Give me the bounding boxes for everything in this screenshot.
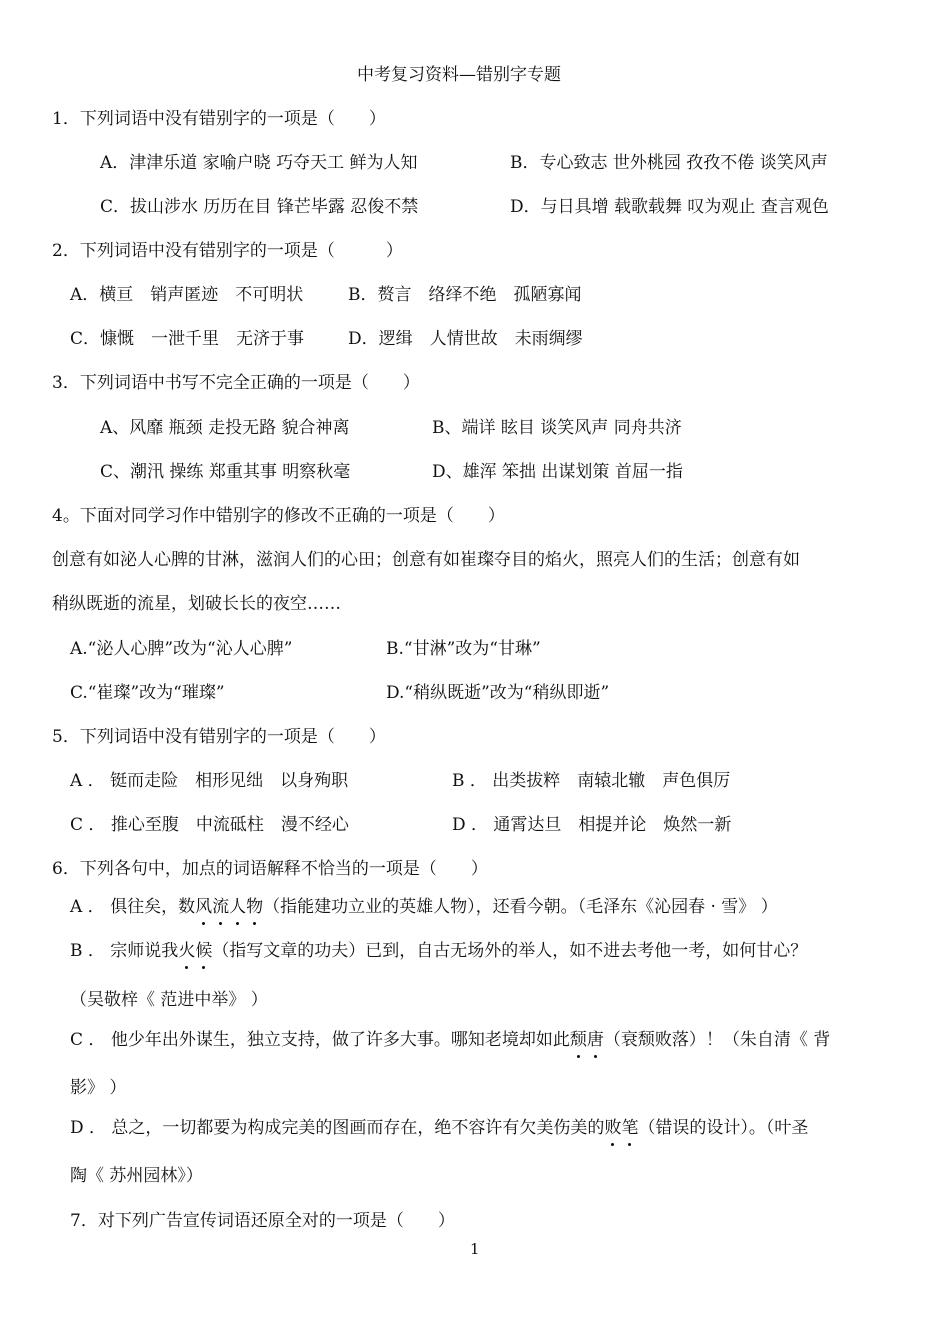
question-3-stem: 3．下列词语中书写不完全正确的一项是（ ） [52, 373, 420, 393]
emphasis-char: 人 [229, 897, 247, 917]
question-1-option-a: A．津津乐道 家喻户晓 巧夺天工 鲜为人知 [100, 153, 418, 173]
emphasis-char: 颓 [569, 1030, 587, 1050]
item-text: （衰颓败落）！（朱自清《 背 [603, 1030, 831, 1050]
question-4-stem: 4。下面对同学习作中错别字的修改不正确的一项是（ ） [52, 506, 505, 526]
item-text: B ． 宗师说我 [70, 941, 179, 961]
question-6-item-d [70, 1117, 808, 1139]
question-5-option-d: D ． 通霄达旦 相提并论 焕然一新 [452, 815, 732, 835]
question-6-stem: 6．下列各句中，加点的词语解释不恰当的一项是（ ） [52, 859, 488, 879]
question-2-option-b: B．赘言 络绎不绝 孤陋寡闻 [348, 285, 582, 305]
question-4-option-d: D.“稍纵既逝”改为“稍纵即逝” [386, 683, 610, 703]
question-4-passage-line-2: 稍纵既逝的流星，划破长长的夜空…… [52, 594, 341, 614]
question-6-item-b-continuation: （吴敬梓《 范进中举》 ） [70, 990, 268, 1010]
page-number: 1 [470, 1240, 480, 1258]
question-3-option-a: A、风靡 瓶颈 走投无路 貌合神离 [100, 418, 350, 438]
question-4-option-c: C.“崔璨”改为“璀璨” [70, 683, 225, 703]
question-6-item-a [70, 896, 778, 918]
question-6-item-c-continuation: 影》 ） [70, 1078, 127, 1098]
question-2-option-a: A．横亘 销声匿迹 不可明状 [70, 285, 304, 305]
question-6-item-b [70, 940, 807, 962]
item-text: （指写文章的功夫）已到，自古无场外的举人，如不进去考他一考，如何甘心？ [212, 941, 808, 961]
question-1-option-b: B．专心致志 世外桃园 孜孜不倦 谈笑风声 [510, 153, 828, 173]
question-1-stem: 1．下列词语中没有错别字的一项是（ ） [52, 109, 386, 129]
question-3-option-d: D、雄浑 笨拙 出谋划策 首屈一指 [432, 462, 683, 482]
item-text: C ． 他少年出外谋生，独立支持，做了许多大事。哪知老境却如此 [70, 1030, 570, 1050]
question-1-option-c: C．拔山涉水 历历在目 锋芒毕露 忍俊不禁 [100, 197, 419, 217]
question-4-passage-line-1: 创意有如泌人心脾的甘淋，滋润人们的心田；创意有如崔璨夺目的焰火，照亮人们的生活；创意有如 [52, 550, 800, 570]
emphasis-char: 流 [212, 897, 230, 917]
question-3-option-c: C、潮汛 操练 郑重其事 明察秋毫 [100, 462, 351, 482]
question-2-option-c: C．慷慨 一泄千里 无济于事 [70, 329, 305, 349]
question-4-option-a: A.“泌人心脾”改为“沁人心脾” [70, 639, 293, 659]
item-text: （指能建功立业的英雄人物），还看今朝。（毛泽东《沁园春 · 雪》 ） [263, 897, 778, 917]
question-2-stem: 2．下列词语中没有错别字的一项是（ ） [52, 241, 403, 261]
question-3-option-b: B、端详 眩目 谈笑风声 同舟共济 [432, 418, 682, 438]
document-title: 中考复习资料—错别字专题 [357, 65, 561, 85]
emphasis-char: 唐 [586, 1030, 604, 1050]
question-5-option-b: B ． 出类拔粹 南辕北辙 声色俱厉 [452, 771, 731, 791]
question-5-stem: 5．下列词语中没有错别字的一项是（ ） [52, 727, 386, 747]
emphasis-char: 候 [195, 941, 213, 961]
emphasis-char: 败 [604, 1118, 622, 1138]
emphasis-char: 物 [246, 897, 264, 917]
question-7-stem: 7．对下列广告宣传词语还原全对的一项是（ ） [70, 1211, 455, 1231]
question-5-option-a: A ． 铤而走险 相形见绌 以身殉职 [70, 771, 349, 791]
item-text: D ． 总之，一切都要为构成完美的图画而存在，绝不容许有欠美伤美的 [70, 1118, 605, 1138]
emphasis-char: 风 [195, 897, 213, 917]
question-4-option-b: B.“甘淋”改为“甘琳” [386, 639, 541, 659]
question-6-item-c [70, 1029, 830, 1051]
item-text: （错误的设计）。（叶圣 [638, 1118, 809, 1138]
question-6-item-d-continuation: 陶《 苏州园林》） [70, 1166, 203, 1186]
emphasis-char: 火 [178, 941, 196, 961]
item-text: A ． 俱往矣，数 [70, 897, 196, 917]
question-2-option-d: D．逻缉 人情世故 未雨绸缪 [348, 329, 583, 349]
emphasis-char: 笔 [621, 1118, 639, 1138]
question-1-option-d: D．与日具增 载歌载舞 叹为观止 查言观色 [510, 197, 829, 217]
question-5-option-c: C ． 推心至腹 中流砥柱 漫不经心 [70, 815, 349, 835]
